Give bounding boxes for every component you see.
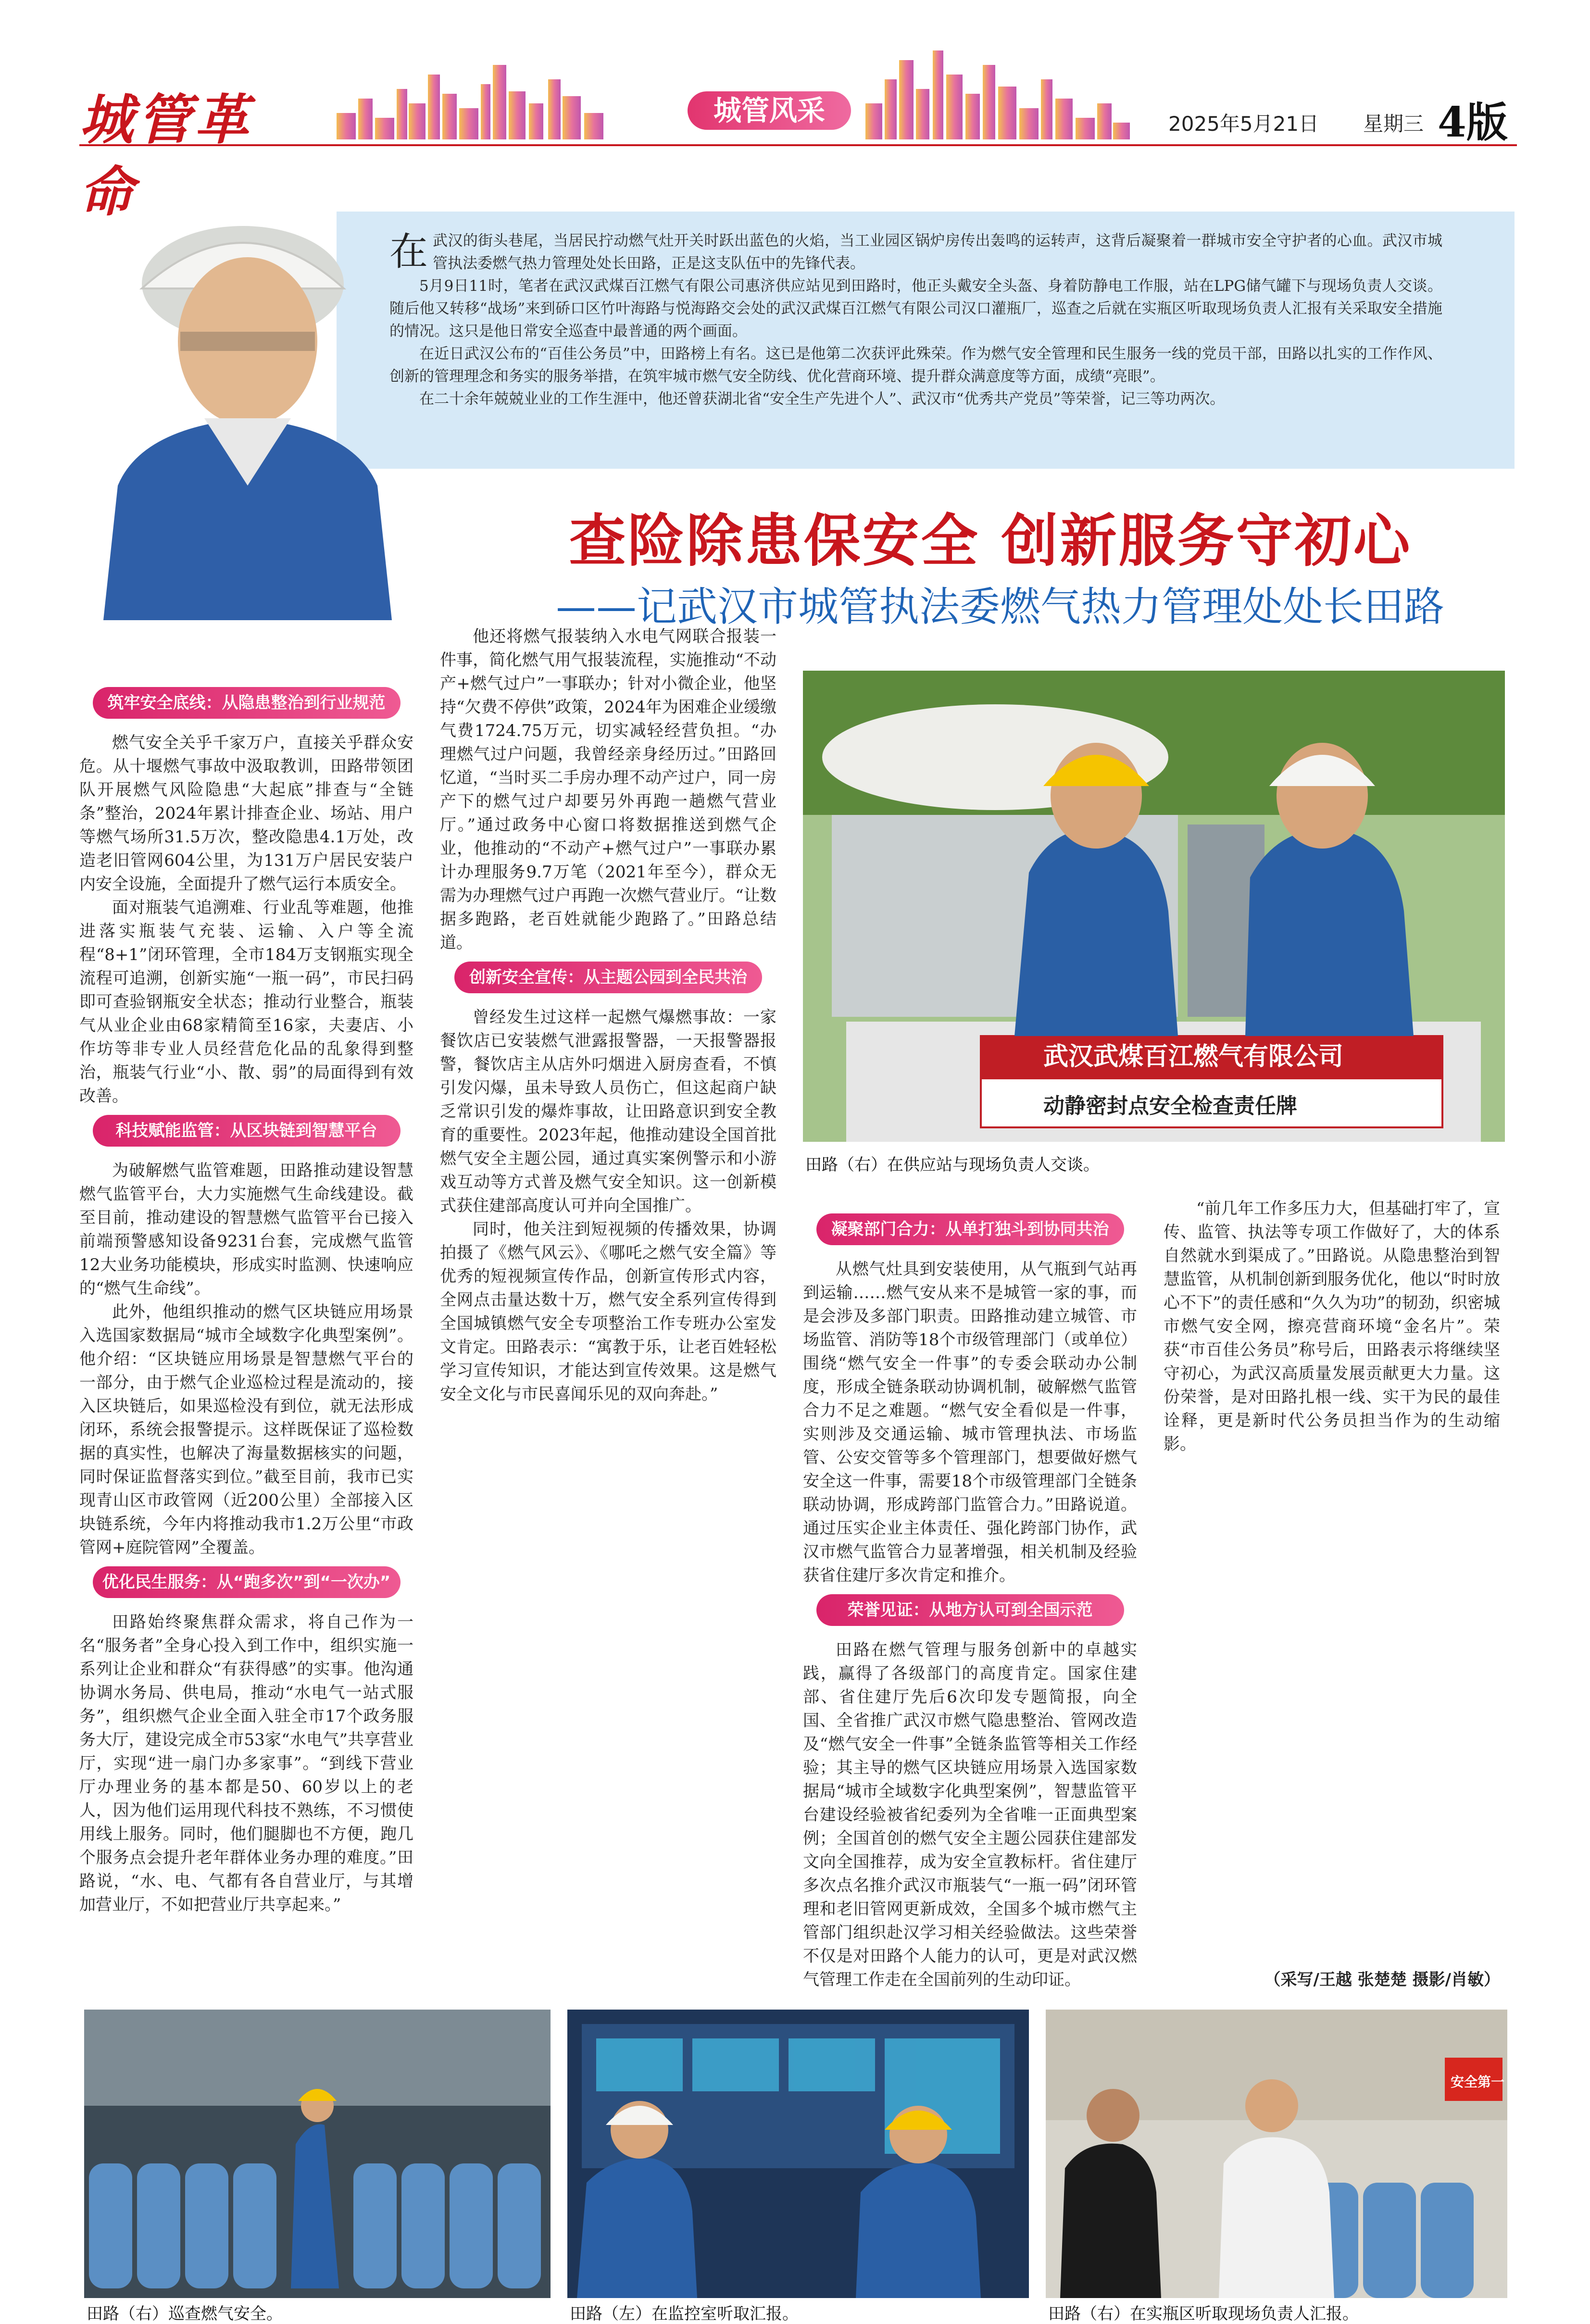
station-sign-board: 动静密封点安全检查责任牌: [1043, 1094, 1297, 1118]
red-sign-text: 安全第一: [1451, 2074, 1505, 2090]
body-paragraph: 他还将燃气报装纳入水电气网联合报装一件事，简化燃气用气报装流程，实施推动“不动产+燃气过户”一事联办；针对小微企业，他坚持“欠费不停供”政策，2024年为困难企业缓缴气费1724.75万元，切实减轻经营负担。“办理燃气过户问题，我曾经亲身经历过。”田路回忆道，“当时买二手房办理不动产过户，同一房产下的燃气过户却要另外再跑一趟燃气营业厅。”通过政务中心窗口将数据推送到燃气企业，他推动的“不动产+燃气过户”一事联办累计办理服务9.7万笔（2021年至今），群众无需为办理燃气过户再跑一次燃气营业厅。“让数据多跑路，老百姓就能少跑路了。”田路总结道。: [440, 627, 776, 952]
body-paragraph: 此外，他组织推动的燃气区块链应用场景入选国家数据局“城市全域数字化典型案例”。他介绍：“区块链应用场景是智慧燃气平台的一部分，由于燃气企业巡检过程是流动的，接入区块链后，如果巡检没有到位，就无法形成闭环，系统会报警提示。这样既保证了巡检数据的真实性，也解决了海量数据核实的问题，同时保证监督落实到位。”截至目前，我市已实现青山区市政管网（近200公里）全部接入区块链系统，今年内将推动我市1.2万公里“市政管网+庭院管网”全覆盖。: [79, 1302, 413, 1557]
article-column-4: [1164, 1197, 1500, 1456]
station-sign-company: 武汉武煤百江燃气有限公司: [1043, 1042, 1344, 1071]
body-paragraph: “前几年工作多压力大，但基础打牢了，宣传、监管、执法等专项工作做好了，大的体系自然就水到渠成了。”田路说。从隐患整治到智慧监管，从机制创新到服务优化，他以“时时放心不下”的责任感和“久久为功”的韧劲，织密城市燃气安全网，擦亮营商环境“金名片”。荣获“市百佳公务员”称号后，田路表示将继续坚守初心，为武汉高质量发展贡献更大力量。这份荣誉，是对田路扎根一线、实干为民的最佳诠释，更是新时代公务员担当作为的生动缩影。: [1164, 1199, 1500, 1454]
intro-text: [389, 230, 1442, 411]
body-paragraph: 从燃气灶具到安装使用，从气瓶到气站再到运输……燃气安从来不是城管一家的事，而是会涉及多部门职责。田路推动建立城管、市场监管、消防等18个市级管理部门（或单位）围绕“燃气安全一件事”的专委会联动办公制度，形成全链条联动协调机制，破解燃气监管合力不足之难题。“燃气安全看似是一件事，实则涉及交通运输、城市管理执法、市场监管、公安交管等多个管理部门，想要做好燃气安全这一件事，需要18个市级管理部门全链条联动协调，形成跨部门监管合力。”田路说道。通过压实企业主体责任、强化跨部门协作，武汉市燃气监管合力显著增强，相关机制及经验获省住建厅多次肯定和推介。: [803, 1260, 1137, 1585]
photo-caption: 田路（右）巡查燃气安全。: [87, 2304, 283, 2324]
photo-caption: 田路（右）在实瓶区听取现场负责人汇报。: [1048, 2304, 1359, 2324]
issue-date: 2025年5月21日: [1168, 112, 1319, 136]
header-rule: [79, 144, 1517, 146]
body-paragraph: 燃气安全关乎千家万户，直接关乎群众安危。从十堰燃气事故中汲取教训，田路带领团队开展燃气风险隐患“大起底”排查与“全链条”整治，2024年累计排查企业、场站、用户等燃气场所31.5万次，整改隐患4.1万处，改造老旧管网604公里，为131万户居民安装户内安全设施，全面提升了燃气运行本质安全。: [79, 733, 413, 894]
headline: 查险除患保安全 创新服务守初心: [569, 508, 1412, 574]
masthead-logo: 城管革命: [79, 88, 252, 224]
body-paragraph: 田路在燃气管理与服务创新中的卓越实践，赢得了各级部门的高度肯定。国家住建部、省住建厅先后6次印发专题简报，向全国、全省推广武汉市燃气隐患整治、管网改造及“燃气安全一件事”全链条监管等相关工作经验；其主导的燃气区块链应用场景入选国家数据局“城市全域数字化典型案例”，智慧监管平台建设经验被省纪委列为全省唯一正面典型案例；全国首创的燃气安全主题公园获住建部发文向全国推荐，成为安全宣教标杆。省住建厅多次点名推介武汉市瓶装气“一瓶一码”闭环管理和老旧管网更新成效，全国多个城市燃气主管部门组织赴汉学习相关经验做法。这些荣誉不仅是对田路个人能力的认可，更是对武汉燃气管理工作走在全国前列的生动印证。: [803, 1640, 1137, 1989]
intro-dropcap: 在: [389, 229, 428, 274]
section-heading: 荣誉见证：从地方认可到全国示范: [816, 1594, 1124, 1626]
section-heading: 科技赋能监管：从区块链到智慧平台: [93, 1115, 401, 1147]
cylinder-area-photo: [1046, 2010, 1507, 2298]
body-paragraph: 面对瓶装气追溯难、行业乱等难题，他推进落实瓶装气充装、运输、入户等全流程“8+1”闭环管理，全市184万支钢瓶实现全流程可追溯，创新实施“一瓶一码”，市民扫码即可查验钢瓶安全状态；推动行业整合，瓶装气从业企业由68家精简至16家，夫妻店、小作坊等非专业人员经营危化品的乱象得到整治，瓶装气行业“小、散、弱”的局面得到有效改善。: [79, 898, 413, 1106]
section-heading: 优化民生服务：从“跑多次”到“一次办”: [93, 1566, 401, 1598]
section-heading: 凝聚部门合力：从单打独斗到协同共治: [816, 1213, 1124, 1245]
section-heading: 创新安全宣传：从主题公园到全民共治: [454, 962, 762, 993]
body-paragraph: 为破解燃气监管难题，田路推动建设智慧燃气监管平台，大力实施燃气生命线建设。截至目前，推动建设的智慧燃气监管平台已接入前端预警感知设备9231台套，完成燃气监管12大业务功能模块，形成实时监测、快速响应的“燃气生命线”。: [79, 1161, 413, 1298]
patrol-photo: [84, 2010, 551, 2298]
body-paragraph: 曾经发生过这样一起燃气爆燃事故：一家餐饮店已安装燃气泄露报警器，一天报警器报警，餐饮店主从店外叼烟进入厨房查看，不慎引发闪爆，虽未导致人员伤亡，但这起商户缺乏常识引发的爆炸事故，让田路意识到安全教育的重要性。2023年起，他推动建设全国首批燃气安全主题公园，通过真实案例警示和小游戏互动等方式普及燃气安全知识。这一创新模式获住建部高度认可并向全国推广。: [440, 1008, 776, 1215]
supply-station-photo: [803, 671, 1505, 1142]
article-column-2: [440, 625, 776, 1406]
page-number: 4版: [1438, 98, 1508, 147]
monitoring-room-photo: [567, 2010, 1029, 2298]
intro-paragraph: 在近日武汉公布的“百佳公务员”中，田路榜上有名。这已是他第二次获评此殊荣。作为燃气安全管理和民生服务一线的党员干部，田路以扎实的工作作风、创新的管理理念和务实的服务举措，在筑牢城市燃气安全防线、优化营商环境、提升群众满意度等方面，成绩“亮眼”。: [389, 345, 1442, 385]
body-paragraph: 同时，他关注到短视频的传播效果，协调拍摄了《燃气风云》、《哪吒之燃气安全篇》等优秀的短视频宣传作品，创新宣传形式内容，全网点击量达数十万，燃气安全系列宣传得到全国城镇燃气安全专项整治工作专班办公室发文肯定。田路表示：“寓教于乐，让老百姓轻松学习宣传知识，才能达到宣传效果。这是燃气安全文化与市民喜闻乐见的双向奔赴。”: [440, 1220, 776, 1404]
byline: （采写/王越 张楚楚 摄影/肖敏）: [1264, 1970, 1500, 1989]
intro-paragraph: 在二十余年兢兢业业的工作生涯中，他还曾获湖北省“安全生产先进个人”、武汉市“优秀共产党员”等荣誉，记三等功两次。: [419, 390, 1225, 408]
body-paragraph: 田路始终聚焦群众需求，将自己作为一名“服务者”全身心投入到工作中，组织实施一系列让企业和群众“有获得感”的实事。他沟通协调水务局、供电局，推动“水电气一站式服务”，组织燃气企业全面入驻全市17个政务服务大厅，建设完成全市53家“水电气”共享营业厅，实现“进一扇门办多家事”。“到线下营业厅办理业务的基本都是50、60岁以上的老人，因为他们运用现代科技不熟练，不习惯使用线上服务。同时，他们腿脚也不方便，跑几个服务点会提升老年群体业务办理的难度。”田路说，“水、电、气都有各自营业厅，与其增加营业厅，不如把营业厅共享起来。”: [79, 1612, 413, 1914]
subheadline: ——记武汉市城管执法委燃气热力管理处处长田路: [555, 583, 1444, 630]
intro-paragraph: 5月9日11时，笔者在武汉武煤百江燃气有限公司惠济供应站见到田路时，他正头戴安全头盔、身着防静电工作服，站在LPG储气罐下与现场负责人交谈。随后他又转移“战场”来到硚口区竹叶海路与悦海路交会处的武汉武煤百江燃气有限公司汉口灌瓶厂，巡查之后就在实瓶区听取现场负责人汇报有关采取安全措施的情况。这只是他日常安全巡查中最普通的两个画面。: [389, 277, 1442, 340]
section-badge: 城管风采: [688, 91, 851, 130]
intro-paragraph: 武汉的街头巷尾，当居民拧动燃气灶开关时跃出蓝色的火焰，当工业园区锅炉房传出轰鸣的运转声，这背后凝聚着一群城市安全守护者的心血。武汉市城管执法委燃气热力管理处处长田路，正是这支队伍中的先锋代表。: [433, 232, 1442, 272]
article-column-1: [79, 680, 413, 1917]
issue-weekday: 星期三: [1363, 112, 1424, 136]
section-heading: 筑牢安全底线：从隐患整治到行业规范: [93, 687, 401, 719]
photo-caption: 田路（右）在供应站与现场负责人交谈。: [805, 1155, 1100, 1174]
photo-caption: 田路（左）在监控室听取汇报。: [570, 2304, 799, 2324]
article-column-3: [803, 1207, 1137, 1992]
